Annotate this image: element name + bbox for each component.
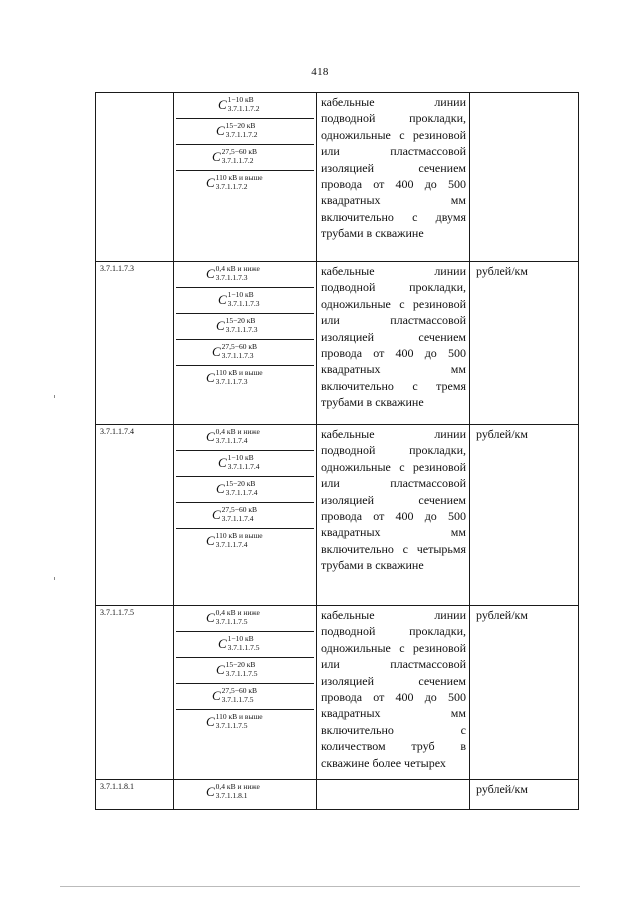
symbol-voltage: 27,5−60 кВ xyxy=(221,686,258,695)
symbol-index: 3.7.1.1.7.3 xyxy=(215,376,248,386)
symbol-base: C xyxy=(212,687,221,703)
rate-symbol xyxy=(176,632,314,658)
symbol-voltage: 110 кВ и выше xyxy=(215,712,263,721)
symbol-voltage: 0,4 кВ и ниже xyxy=(215,427,260,436)
page-number: 418 xyxy=(311,66,329,78)
symbol-voltage: 1−10 кВ xyxy=(227,634,254,643)
item-description: кабельные линии подводной прокладки, одножильные с резиновой или пластмассовой изоляцией сечением провода от 400 до 500 квадратных мм включительно с тремя трубами в скважине xyxy=(317,262,470,425)
rate-symbol xyxy=(176,684,314,710)
rate-symbol xyxy=(176,314,314,340)
symbol-base: C xyxy=(206,265,215,281)
symbol-index: 3.7.1.1.7.5 xyxy=(225,668,258,678)
symbol-base: C xyxy=(206,428,215,444)
rate-symbol xyxy=(176,425,314,451)
symbol-voltage: 15−20 кВ xyxy=(225,316,256,325)
symbol-voltage: 15−20 кВ xyxy=(225,479,256,488)
rate-symbol xyxy=(176,529,314,554)
symbol-base: C xyxy=(206,609,215,625)
symbol-voltage: 110 кВ и выше xyxy=(215,531,263,540)
symbol-base: C xyxy=(212,148,221,164)
symbol-base: C xyxy=(206,369,215,385)
rate-symbol xyxy=(176,503,314,529)
table-row xyxy=(96,262,579,425)
rate-symbol xyxy=(176,658,314,684)
symbol-base: C xyxy=(206,783,215,799)
rate-symbol xyxy=(176,93,314,119)
unit-of-measure: рублей/км xyxy=(470,262,579,425)
symbol-base: C xyxy=(218,291,227,307)
symbol-voltage: 0,4 кВ и ниже xyxy=(215,608,260,617)
tariff-table xyxy=(95,92,579,810)
symbol-index: 3.7.1.1.7.3 xyxy=(225,324,258,334)
table-row xyxy=(96,606,579,780)
symbol-index: 3.7.1.1.7.3 xyxy=(215,272,248,282)
item-code: 3.7.1.1.7.5 xyxy=(96,606,174,780)
symbol-index: 3.7.1.1.7.5 xyxy=(227,642,260,652)
symbol-voltage: 1−10 кВ xyxy=(227,290,254,299)
item-code: 3.7.1.1.7.3 xyxy=(96,262,174,425)
item-description: кабельные линии подводной прокладки, одножильные с резиновой или пластмассовой изоляцией сечением провода от 400 до 500 квадратных мм включительно с четырьмя трубами в скважине xyxy=(317,425,470,606)
scan-edge-mark xyxy=(54,395,55,398)
item-description xyxy=(317,780,470,810)
table-row xyxy=(96,780,579,810)
symbol-cell xyxy=(174,93,317,262)
rate-symbol xyxy=(176,340,314,366)
symbol-index: 3.7.1.1.7.2 xyxy=(225,129,258,139)
symbol-base: C xyxy=(218,635,227,651)
rate-symbol xyxy=(176,451,314,477)
symbol-index: 3.7.1.1.8.1 xyxy=(215,790,248,800)
symbol-index: 3.7.1.1.7.4 xyxy=(227,461,260,471)
symbol-base: C xyxy=(212,506,221,522)
symbol-index: 3.7.1.1.7.5 xyxy=(215,616,248,626)
rate-symbol xyxy=(176,145,314,171)
symbol-cell xyxy=(174,262,317,425)
symbol-voltage: 1−10 кВ xyxy=(227,453,254,462)
symbol-index: 3.7.1.1.7.3 xyxy=(227,298,260,308)
symbol-base: C xyxy=(206,532,215,548)
scan-bottom-line xyxy=(60,886,580,887)
symbol-cell xyxy=(174,606,317,780)
symbol-index: 3.7.1.1.7.2 xyxy=(215,181,248,191)
symbol-voltage: 15−20 кВ xyxy=(225,660,256,669)
symbol-voltage: 27,5−60 кВ xyxy=(221,147,258,156)
item-code: 3.7.1.1.7.4 xyxy=(96,425,174,606)
unit-of-measure: рублей/км xyxy=(470,606,579,780)
symbol-base: C xyxy=(216,480,225,496)
symbol-voltage: 0,4 кВ и ниже xyxy=(215,264,260,273)
symbol-base: C xyxy=(212,343,221,359)
symbol-index: 3.7.1.1.7.5 xyxy=(215,720,248,730)
symbol-voltage: 1−10 кВ xyxy=(227,95,254,104)
rate-symbol xyxy=(176,606,314,632)
rate-symbol xyxy=(176,171,314,196)
symbol-voltage: 110 кВ и выше xyxy=(215,368,263,377)
rate-symbol xyxy=(176,262,314,288)
symbol-base: C xyxy=(218,96,227,112)
rate-symbol xyxy=(176,119,314,145)
symbol-base: C xyxy=(206,713,215,729)
symbol-base: C xyxy=(216,317,225,333)
unit-of-measure: рублей/км xyxy=(470,780,579,810)
symbol-voltage: 27,5−60 кВ xyxy=(221,342,258,351)
symbol-index: 3.7.1.1.7.4 xyxy=(215,539,248,549)
item-code: 3.7.1.1.8.1 xyxy=(96,780,174,810)
symbol-voltage: 110 кВ и выше xyxy=(215,173,263,182)
unit-of-measure xyxy=(470,93,579,262)
symbol-index: 3.7.1.1.7.3 xyxy=(221,350,254,360)
rate-symbol xyxy=(176,288,314,314)
symbol-base: C xyxy=(216,122,225,138)
symbol-cell xyxy=(174,425,317,606)
symbol-voltage: 0,4 кВ и ниже xyxy=(215,782,260,791)
item-code xyxy=(96,93,174,262)
symbol-index: 3.7.1.1.7.4 xyxy=(215,435,248,445)
symbol-index: 3.7.1.1.7.2 xyxy=(227,103,260,113)
symbol-index: 3.7.1.1.7.4 xyxy=(225,487,258,497)
symbol-base: C xyxy=(216,661,225,677)
symbol-voltage: 27,5−60 кВ xyxy=(221,505,258,514)
symbol-voltage: 15−20 кВ xyxy=(225,121,256,130)
table-row xyxy=(96,425,579,606)
scan-edge-mark xyxy=(54,577,55,580)
unit-of-measure: рублей/км xyxy=(470,425,579,606)
symbol-base: C xyxy=(218,454,227,470)
rate-symbol xyxy=(176,366,314,391)
symbol-index: 3.7.1.1.7.4 xyxy=(221,513,254,523)
symbol-cell xyxy=(174,780,317,810)
table-row xyxy=(96,93,579,262)
item-description: кабельные линии подводной прокладки, одножильные с резиновой или пластмассовой изоляцией сечением провода от 400 до 500 квадратных мм включительно с двумя трубами в скважине xyxy=(317,93,470,262)
symbol-index: 3.7.1.1.7.5 xyxy=(221,694,254,704)
symbol-index: 3.7.1.1.7.2 xyxy=(221,155,254,165)
symbol-base: C xyxy=(206,174,215,190)
rate-symbol xyxy=(176,710,314,735)
rate-symbol xyxy=(176,780,314,805)
rate-symbol xyxy=(176,477,314,503)
item-description: кабельные линии подводной прокладки, одножильные с резиновой или пластмассовой изоляцией сечением провода от 400 до 500 квадратных мм включительно с количеством труб в скважине более четырех xyxy=(317,606,470,780)
